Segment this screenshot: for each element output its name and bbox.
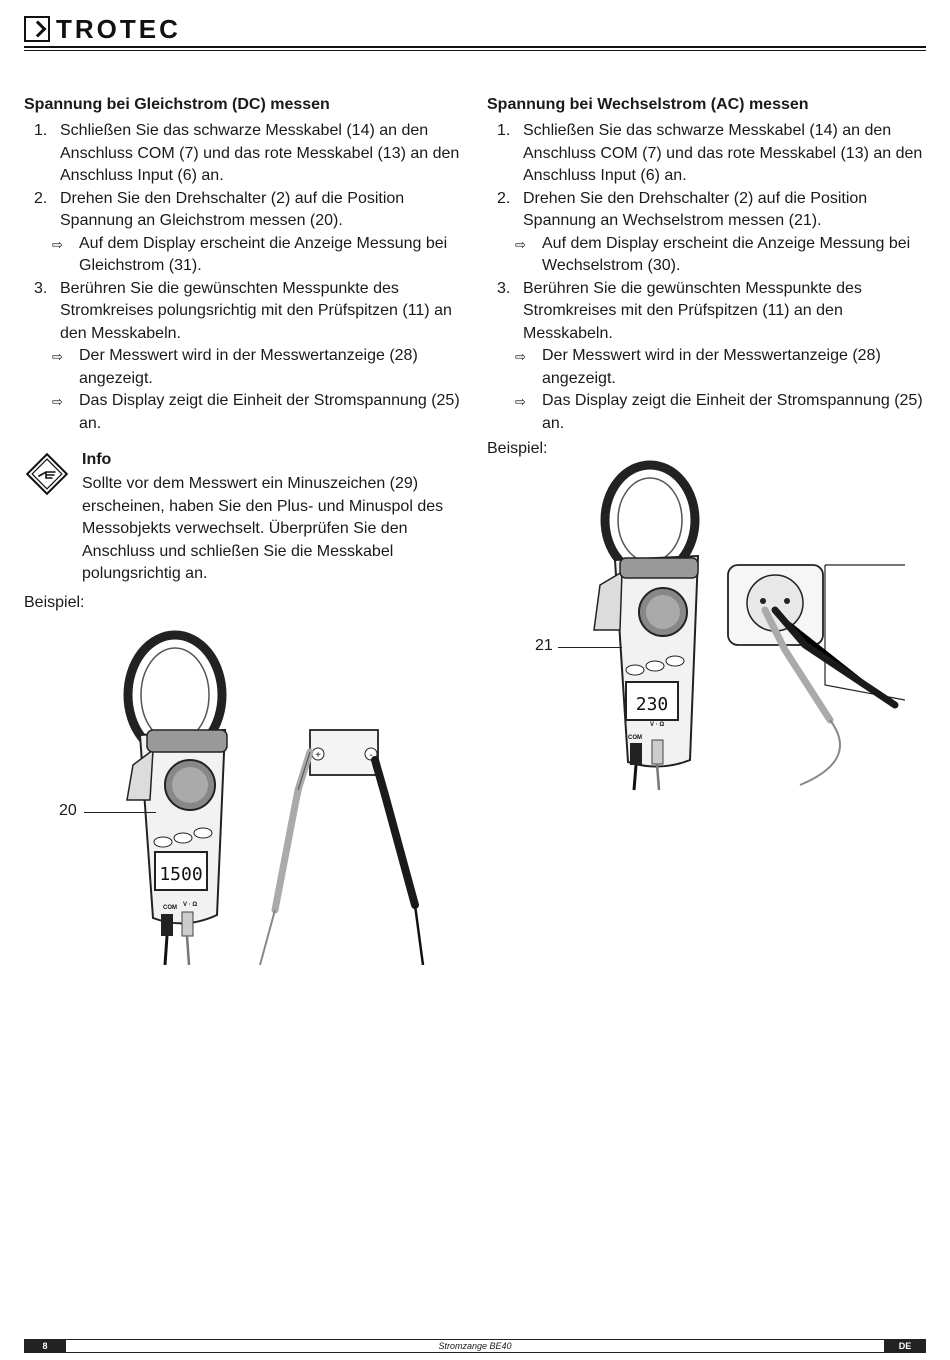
brand-name: TROTEC [56, 14, 181, 44]
result-arrow-icon: ⇨ [515, 349, 526, 364]
callout-21-line [558, 647, 622, 648]
step-text: Drehen Sie den Drehschalter (2) auf die Position Spannung an Wechselstrom messen (21). [523, 189, 868, 229]
step-text: Berühren Sie die gewünschten Messpunkte des Stromkreises polungsrichtig mit den Prüfspitzen (11) an den Messkabeln. [60, 279, 452, 342]
page-number: 8 [24, 1339, 66, 1353]
example-label: Beispiel: [24, 593, 85, 611]
result-arrow-icon: ⇨ [52, 349, 63, 364]
section-heading-ac: Spannung bei Wechselstrom (AC) messen [487, 96, 809, 113]
result-text: Das Display zeigt die Einheit der Stromspannung (25) an. [79, 392, 460, 432]
step-number: 1. [34, 122, 48, 139]
minus-terminal-label: - [369, 750, 373, 761]
trotec-logo [24, 16, 181, 42]
result-arrow-icon: ⇨ [515, 394, 526, 409]
step-number: 3. [497, 279, 511, 297]
result-item [52, 345, 464, 390]
info-text: Sollte vor dem Messwert ein Minuszeichen (29) erscheinen, haben Sie den Plus- und Minuspol des Messobjekts verwechselt. Überprüfen Sie den Anschluss und schließen Sie die Messkabel polungsrichtig an. [82, 475, 444, 582]
v-ohm-label: V · Ω [183, 902, 198, 908]
info-title: Info [82, 451, 112, 468]
logo-chevron-icon [24, 16, 50, 42]
result-text: Das Display zeigt die Einheit der Stromspannung (25) an. [542, 392, 923, 432]
step-number: 1. [497, 122, 511, 139]
ac-display-value: 230 [635, 694, 669, 715]
callout-20 [59, 802, 77, 820]
step-text: Schließen Sie das schwarze Messkabel (14) an den Anschluss COM (7) und das rote Messkabel (13) an den Anschluss Input (6) an. [60, 122, 460, 184]
callout-21 [535, 637, 553, 655]
dc-display-value: 1500 [159, 864, 203, 885]
result-item [52, 233, 464, 278]
result-item [515, 233, 927, 278]
result-item [515, 390, 927, 435]
step-number: 2. [34, 189, 48, 207]
step-2 [24, 188, 464, 233]
callout-number: 21 [535, 637, 553, 654]
right-column [487, 94, 927, 461]
dc-measurement-illustration [55, 630, 455, 965]
header-rule-thin [24, 50, 926, 51]
result-arrow-icon: ⇨ [52, 236, 63, 252]
step-text: Schließen Sie das schwarze Messkabel (14) an den Anschluss COM (7) und das rote Messkabel (13) an den Anschluss Input (6) an. [523, 122, 923, 184]
result-text: Der Messwert wird in der Messwertanzeige (28) angezeigt. [79, 347, 418, 387]
page-header [24, 14, 926, 54]
plus-terminal-label: + [315, 750, 321, 761]
example-label: Beispiel: [487, 440, 548, 457]
step-text: Drehen Sie den Drehschalter (2) auf die Position Spannung an Gleichstrom messen (20). [60, 189, 405, 229]
step-1 [24, 120, 464, 188]
step-number: 3. [34, 279, 48, 297]
callout-20-line [84, 812, 156, 813]
com-label: COM [163, 905, 177, 911]
document-title: Stromzange BE40 [438, 1341, 512, 1351]
result-arrow-icon: ⇨ [52, 394, 63, 409]
result-item [515, 345, 927, 390]
callout-number: 20 [59, 802, 77, 819]
step-3 [24, 278, 464, 346]
language-code: DE [884, 1339, 926, 1353]
section-heading-dc: Spannung bei Gleichstrom (DC) messen [24, 96, 330, 113]
info-hand-icon [24, 449, 82, 586]
ac-measurement-illustration [560, 460, 905, 795]
step-number: 2. [497, 189, 511, 207]
step-text: Berühren Sie die gewünschten Messpunkte des Stromkreises mit den Prüfspitzen (11) an den Messkabeln. [523, 279, 862, 342]
result-text: Auf dem Display erscheint die Anzeige Messung bei Gleichstrom (31). [79, 234, 448, 274]
result-text: Der Messwert wird in der Messwertanzeige (28) angezeigt. [542, 347, 881, 387]
step-3 [487, 278, 927, 346]
page-footer [24, 1339, 926, 1353]
v-ohm-label: V · Ω [650, 722, 665, 728]
step-1 [487, 120, 927, 188]
info-box [24, 449, 464, 586]
com-label: COM [628, 735, 642, 741]
left-column [24, 94, 464, 614]
result-arrow-icon: ⇨ [515, 236, 526, 252]
step-2 [487, 188, 927, 233]
footer-rule-bottom [66, 1352, 884, 1353]
result-item [52, 390, 464, 435]
result-text: Auf dem Display erscheint die Anzeige Messung bei Wechselstrom (30). [542, 234, 911, 274]
header-rule [24, 46, 926, 48]
